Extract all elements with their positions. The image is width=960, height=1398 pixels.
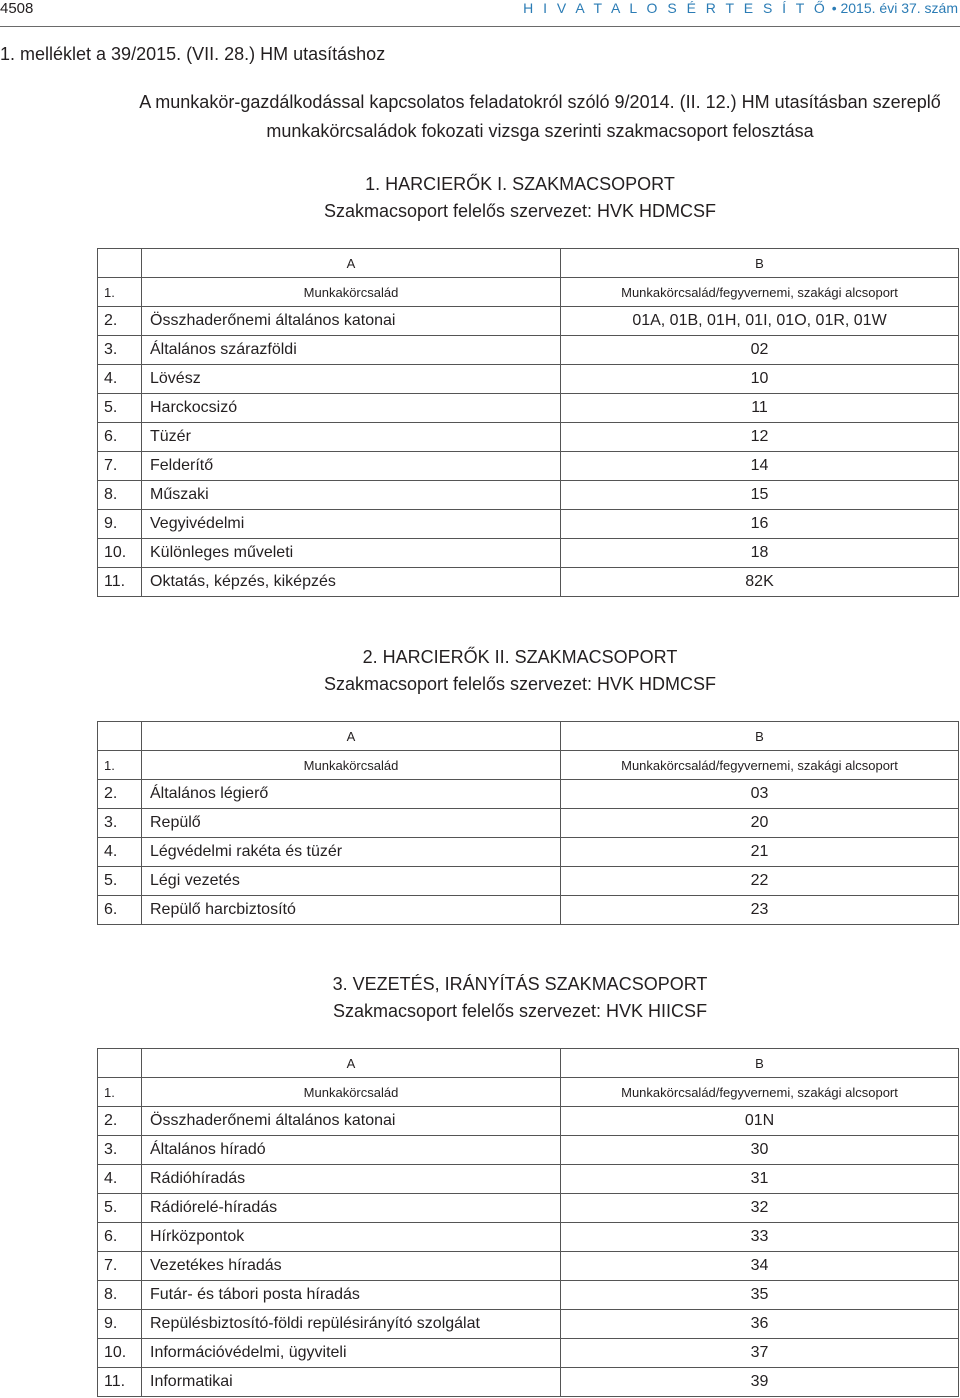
table-row [98, 809, 959, 838]
section-title: 3. VEZETÉS, IRÁNYÍTÁS SZAKMACSOPORT [332, 974, 708, 994]
row-number: 3. [98, 1136, 142, 1165]
table-row [98, 1281, 959, 1310]
table-cell [98, 249, 142, 278]
header-alcsoport: Munkakörcsalád/fegyvernemi, szakági alcsoport [561, 751, 959, 780]
table-header-row [98, 1078, 959, 1107]
row-code: 20 [561, 809, 959, 838]
column-letter-row [98, 722, 959, 751]
table-row [98, 1165, 959, 1194]
table-row [98, 452, 959, 481]
table-row [98, 423, 959, 452]
table-row [98, 1310, 959, 1339]
row-number: 9. [98, 510, 142, 539]
table-row [98, 1136, 959, 1165]
row-family: Általános légierő [142, 780, 561, 809]
row-number: 7. [98, 1252, 142, 1281]
row-number: 7. [98, 452, 142, 481]
row-code: 18 [561, 539, 959, 568]
row-family: Légvédelmi rakéta és tüzér [142, 838, 561, 867]
document-title [120, 88, 960, 146]
row-number: 5. [98, 1194, 142, 1223]
row-code: 30 [561, 1136, 959, 1165]
row-family: Rádióhíradás [142, 1165, 561, 1194]
row-family: Lövész [142, 365, 561, 394]
row-number: 10. [98, 1339, 142, 1368]
column-letter-b: B [561, 1049, 959, 1078]
row-number: 2. [98, 1107, 142, 1136]
row-number: 1. [98, 1078, 142, 1107]
title-line-2: munkakörcsaládok fokozati vizsga szerinti szakmacsoport felosztása [266, 121, 814, 141]
row-number: 9. [98, 1310, 142, 1339]
row-family: Vezetékes híradás [142, 1252, 561, 1281]
header-alcsoport: Munkakörcsalád/fegyvernemi, szakági alcsoport [561, 278, 959, 307]
table-row [98, 365, 959, 394]
header-munkakorcsalad: Munkakörcsalád [142, 751, 561, 780]
row-code: 39 [561, 1368, 959, 1397]
row-family: Műszaki [142, 481, 561, 510]
section-subtitle: Szakmacsoport felelős szervezet: HVK HDMCSF [323, 674, 717, 694]
publication-name: H I V A T A L O S É R T E S Í T Ő [523, 0, 828, 16]
row-family: Különleges műveleti [142, 539, 561, 568]
table-row [98, 838, 959, 867]
row-code: 02 [561, 336, 959, 365]
row-family: Vegyivédelmi [142, 510, 561, 539]
row-code: 01A, 01B, 01H, 01I, 01O, 01R, 01W [561, 307, 959, 336]
table-row [98, 510, 959, 539]
row-family: Tüzér [142, 423, 561, 452]
row-code: 16 [561, 510, 959, 539]
publication-info [523, 0, 958, 16]
table-row [98, 1194, 959, 1223]
row-code: 12 [561, 423, 959, 452]
row-code: 23 [561, 896, 959, 925]
header-divider [0, 26, 960, 27]
row-code: 31 [561, 1165, 959, 1194]
issue-number: 2015. évi 37. szám [840, 0, 958, 16]
row-code: 82K [561, 568, 959, 597]
column-letter-a: A [142, 249, 561, 278]
row-family: Rádiórelé-híradás [142, 1194, 561, 1223]
row-code: 03 [561, 780, 959, 809]
row-number: 3. [98, 336, 142, 365]
row-number: 1. [98, 751, 142, 780]
section-subtitle: Szakmacsoport felelős szervezet: HVK HIICSF [332, 1001, 708, 1021]
row-number: 1. [98, 278, 142, 307]
bullet-separator: • [831, 0, 837, 16]
table-header-row [98, 751, 959, 780]
row-code: 34 [561, 1252, 959, 1281]
table-row [98, 1223, 959, 1252]
title-line-1: A munkakör-gazdálkodással kapcsolatos feladatokról szóló 9/2014. (II. 12.) HM utasításban szereplő [139, 92, 941, 112]
table-row [98, 1339, 959, 1368]
table-row [98, 394, 959, 423]
row-number: 4. [98, 838, 142, 867]
column-letter-row [98, 1049, 959, 1078]
row-family: Oktatás, képzés, kiképzés [142, 568, 561, 597]
row-code: 36 [561, 1310, 959, 1339]
row-code: 15 [561, 481, 959, 510]
row-code: 14 [561, 452, 959, 481]
row-family: Felderítő [142, 452, 561, 481]
row-code: 11 [561, 394, 959, 423]
row-number: 3. [98, 809, 142, 838]
row-family: Harckocsizó [142, 394, 561, 423]
table-cell [98, 1049, 142, 1078]
row-number: 10. [98, 539, 142, 568]
row-number: 5. [98, 394, 142, 423]
section-title: 2. HARCIERŐK II. SZAKMACSOPORT [362, 647, 678, 667]
column-letter-a: A [142, 1049, 561, 1078]
row-code: 01N [561, 1107, 959, 1136]
row-number: 8. [98, 481, 142, 510]
row-number: 4. [98, 365, 142, 394]
column-letter-b: B [561, 249, 959, 278]
row-family: Összhaderőnemi általános katonai [142, 1107, 561, 1136]
row-number: 11. [98, 1368, 142, 1397]
section-1-table [97, 248, 959, 597]
row-number: 6. [98, 423, 142, 452]
section-3-table [97, 1048, 959, 1397]
section-title: 1. HARCIERŐK I. SZAKMACSOPORT [365, 174, 675, 194]
table-row [98, 481, 959, 510]
table-header-row [98, 278, 959, 307]
row-number: 6. [98, 896, 142, 925]
row-family: Repülő [142, 809, 561, 838]
table-row [98, 780, 959, 809]
section-1-heading [90, 171, 950, 225]
row-family: Hírközpontok [142, 1223, 561, 1252]
column-letter-row [98, 249, 959, 278]
section-2-heading [90, 644, 950, 698]
page-header [0, 0, 960, 24]
annex-reference: 1. melléklet a 39/2015. (VII. 28.) HM utasításhoz [0, 44, 386, 64]
table-row [98, 896, 959, 925]
table-row [98, 1107, 959, 1136]
row-number: 6. [98, 1223, 142, 1252]
row-number: 8. [98, 1281, 142, 1310]
header-munkakorcsalad: Munkakörcsalád [142, 1078, 561, 1107]
section-subtitle: Szakmacsoport felelős szervezet: HVK HDMCSF [323, 201, 717, 221]
row-family: Informatikai [142, 1368, 561, 1397]
table-cell [98, 722, 142, 751]
column-letter-b: B [561, 722, 959, 751]
row-number: 5. [98, 867, 142, 896]
header-munkakorcsalad: Munkakörcsalád [142, 278, 561, 307]
table-row [98, 336, 959, 365]
row-family: Általános szárazföldi [142, 336, 561, 365]
row-code: 21 [561, 838, 959, 867]
row-code: 35 [561, 1281, 959, 1310]
row-number: 11. [98, 568, 142, 597]
row-code: 10 [561, 365, 959, 394]
row-code: 22 [561, 867, 959, 896]
row-family: Repülő harcbiztosító [142, 896, 561, 925]
header-alcsoport: Munkakörcsalád/fegyvernemi, szakági alcsoport [561, 1078, 959, 1107]
page-number: 4508 [0, 0, 34, 17]
row-family: Repülésbiztosító-földi repülésirányító szolgálat [142, 1310, 561, 1339]
row-number: 4. [98, 1165, 142, 1194]
table-row [98, 1252, 959, 1281]
table-row [98, 1368, 959, 1397]
row-family: Általános híradó [142, 1136, 561, 1165]
row-family: Információvédelmi, ügyviteli [142, 1339, 561, 1368]
row-family: Légi vezetés [142, 867, 561, 896]
table-row [98, 539, 959, 568]
row-number: 2. [98, 307, 142, 336]
row-code: 32 [561, 1194, 959, 1223]
column-letter-a: A [142, 722, 561, 751]
row-number: 2. [98, 780, 142, 809]
table-row [98, 307, 959, 336]
row-code: 33 [561, 1223, 959, 1252]
section-3-heading [90, 971, 950, 1025]
table-row [98, 867, 959, 896]
section-2-table [97, 721, 959, 925]
table-row [98, 568, 959, 597]
row-code: 37 [561, 1339, 959, 1368]
row-family: Futár- és tábori posta híradás [142, 1281, 561, 1310]
row-family: Összhaderőnemi általános katonai [142, 307, 561, 336]
